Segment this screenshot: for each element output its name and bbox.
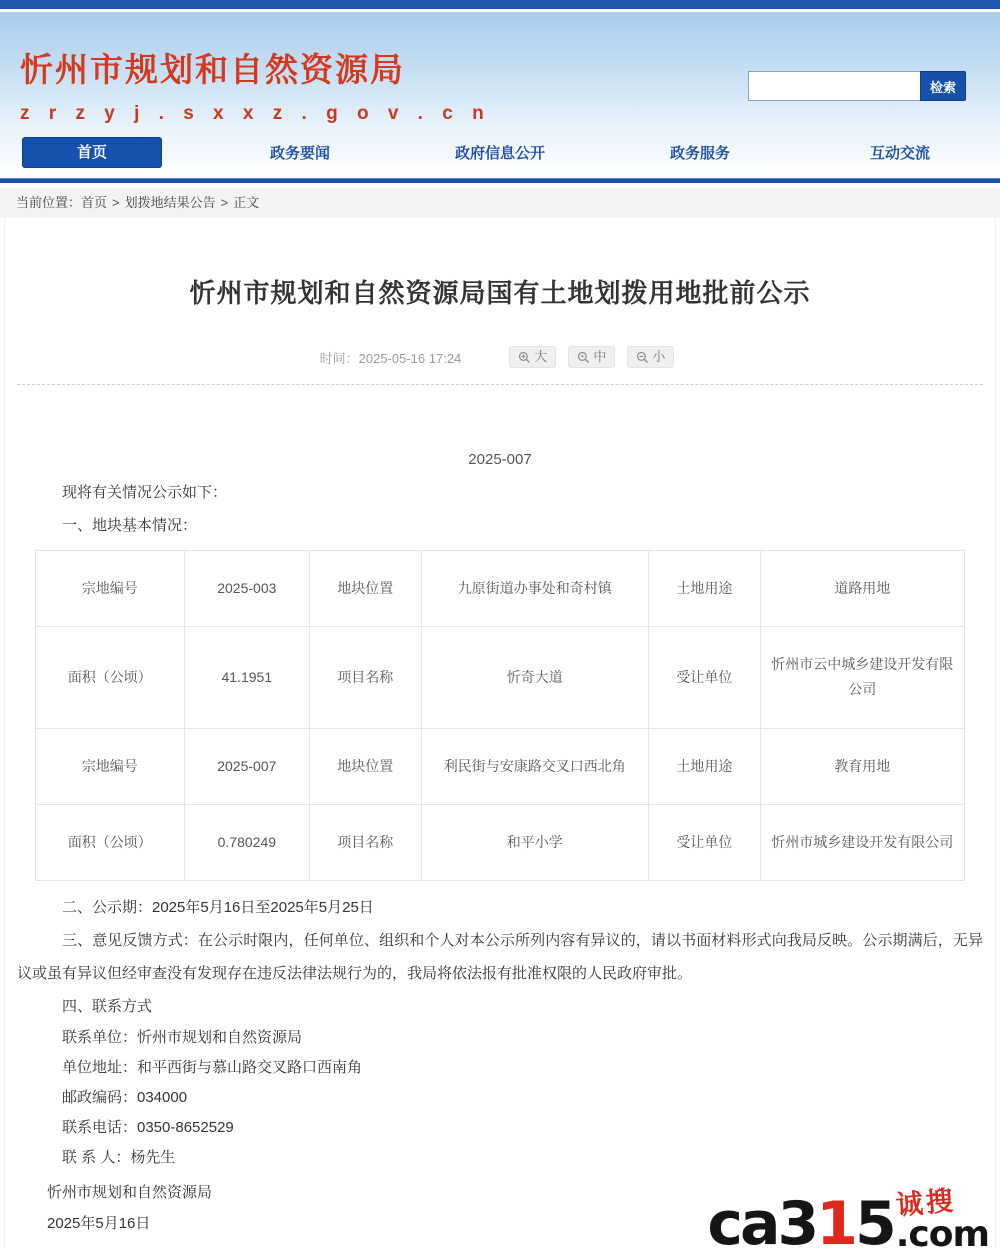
search-button[interactable]: 检索 xyxy=(920,71,966,101)
table-cell: 教育用地 xyxy=(760,728,964,804)
table-cell: 41.1951 xyxy=(184,627,309,728)
header-divider xyxy=(0,178,1000,183)
table-cell: 2025-003 xyxy=(184,551,309,627)
intro-paragraph: 现将有关情况公示如下： xyxy=(62,484,228,501)
table-cell: 和平小学 xyxy=(421,804,649,880)
table-cell: 面积（公顷） xyxy=(36,804,185,880)
table-cell: 利民街与安康路交叉口西北角 xyxy=(421,728,649,804)
article-title: 忻州市规划和自然资源局国有土地划拨用地批前公示 xyxy=(189,278,811,308)
article-meta xyxy=(17,346,983,368)
nav-cell-info xyxy=(400,136,600,168)
signature-org: 忻州市规划和自然资源局 xyxy=(47,1183,213,1201)
nav-item-services[interactable]: 政务服务 xyxy=(669,144,730,162)
nav-item-home[interactable]: 首页 xyxy=(22,137,162,168)
table-row xyxy=(36,627,965,728)
land-parcel-table xyxy=(35,550,965,881)
table-cell: 面积（公顷） xyxy=(36,627,185,728)
table-cell: 忻奇大道 xyxy=(421,627,649,728)
nav-item-interaction[interactable]: 互动交流 xyxy=(869,144,930,162)
table-cell: 土地用途 xyxy=(649,551,760,627)
watermark-dotcom: .com xyxy=(895,1213,989,1255)
watermark-text-ca3: ca3 xyxy=(707,1189,817,1259)
font-size-small-label: 小 xyxy=(652,349,666,364)
table-cell: 受让单位 xyxy=(649,627,760,728)
zoom-reset-icon xyxy=(577,351,590,364)
site-url: z r z y j . s x x z . g o v . c n xyxy=(20,103,491,124)
watermark-text-5: 5 xyxy=(854,1189,894,1259)
watermark-chinese-label: 诚搜 xyxy=(894,1185,957,1222)
section3-paragraph: 三、意见反馈方式：在公示时限内，任何单位、组织和个人对本公示所列内容有异议的，请以书面材料形式向我局反映。公示期满后，无异议或虽有异议但经审查没有发现存在违反法律法规行为的，我局将依法报有批准权限的人民政府审批。 xyxy=(17,931,983,982)
main-nav xyxy=(0,136,1000,168)
document-number: 2025-007 xyxy=(468,451,532,468)
table-cell: 地块位置 xyxy=(310,728,421,804)
section4-heading: 四、联系方式 xyxy=(62,997,153,1015)
publish-time: 时间：2025-05-16 17:24 xyxy=(319,350,462,366)
search-bar xyxy=(748,71,966,101)
nav-cell-services xyxy=(600,136,800,168)
table-cell: 忻州市城乡建设开发有限公司 xyxy=(760,804,964,880)
table-cell: 忻州市云中城乡建设开发有限公司 xyxy=(760,627,964,728)
nav-cell-interaction xyxy=(800,136,1000,168)
table-cell: 宗地编号 xyxy=(36,551,185,627)
font-size-large-button[interactable] xyxy=(509,346,556,368)
table-cell: 道路用地 xyxy=(760,551,964,627)
table-cell: 项目名称 xyxy=(310,804,421,880)
contact-address: 单位地址：和平西街与慕山路交叉路口西南角 xyxy=(62,1058,363,1076)
section2-paragraph: 二、公示期：2025年5月16日至2025年5月25日 xyxy=(62,898,374,916)
table-row xyxy=(36,804,965,880)
table-cell: 0.780249 xyxy=(184,804,309,880)
contact-phone: 联系电话：0350-8652529 xyxy=(62,1118,234,1136)
site-header xyxy=(0,12,1000,178)
nav-cell-news xyxy=(200,136,400,168)
breadcrumb-separator: > xyxy=(220,195,229,210)
contact-postcode: 邮政编码：034000 xyxy=(62,1088,188,1106)
table-cell: 土地用途 xyxy=(649,728,760,804)
font-size-medium-label: 中 xyxy=(593,349,607,364)
breadcrumb-label: 当前位置： xyxy=(16,195,82,210)
search-input[interactable] xyxy=(748,71,920,101)
section1-heading: 一、地块基本情况： xyxy=(62,517,198,534)
font-size-small-button[interactable] xyxy=(627,346,674,368)
zoom-out-icon xyxy=(636,351,649,364)
nav-item-news[interactable]: 政务要闻 xyxy=(269,144,330,162)
table-cell: 2025-007 xyxy=(184,728,309,804)
nav-cell-home xyxy=(0,136,200,168)
site-title: 忻州市规划和自然资源局 xyxy=(20,51,405,88)
table-row xyxy=(36,728,965,804)
nav-item-info-disclosure[interactable]: 政府信息公开 xyxy=(454,144,545,162)
contact-unit: 联系单位：忻州市规划和自然资源局 xyxy=(62,1028,303,1046)
table-cell: 项目名称 xyxy=(310,627,421,728)
table-cell: 地块位置 xyxy=(310,551,421,627)
watermark-text-1: 1 xyxy=(816,1189,855,1259)
watermark-right-block xyxy=(894,1185,989,1255)
contact-person: 联 系 人：杨先生 xyxy=(62,1148,176,1166)
site-brand xyxy=(20,44,491,125)
table-row xyxy=(36,551,965,627)
table-cell: 九原街道办事处和奇村镇 xyxy=(421,551,649,627)
breadcrumb-separator: > xyxy=(112,195,120,210)
font-size-large-label: 大 xyxy=(534,349,548,364)
breadcrumb-category[interactable]: 划拨地结果公告 xyxy=(124,195,216,210)
table-cell: 宗地编号 xyxy=(36,728,185,804)
top-blue-bar xyxy=(0,0,1000,12)
article-content xyxy=(4,218,996,1259)
watermark-logo xyxy=(707,1185,989,1259)
breadcrumb-home[interactable]: 首页 xyxy=(81,195,108,210)
font-size-medium-button[interactable] xyxy=(568,346,615,368)
zoom-in-icon xyxy=(518,351,531,364)
signature-date: 2025年5月16日 xyxy=(47,1215,151,1233)
breadcrumb xyxy=(0,188,1000,218)
breadcrumb-current: 正文 xyxy=(233,195,260,210)
table-cell: 受让单位 xyxy=(649,804,760,880)
meta-separator xyxy=(17,384,983,385)
